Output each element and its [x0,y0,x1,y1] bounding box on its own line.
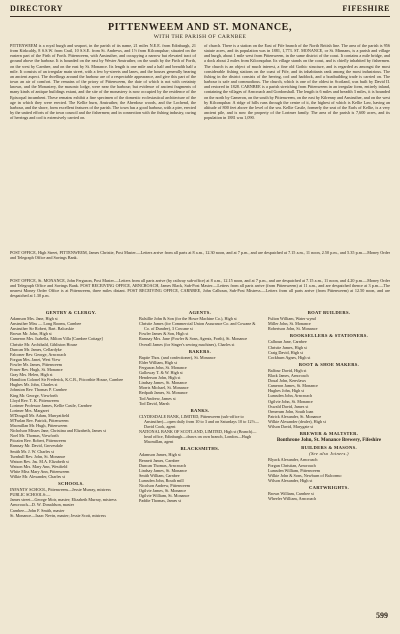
directory-entry: Anstruther Sir Robert, Bart. Balcaskie [10,326,74,332]
directory-entry: Craig David, High st [268,349,303,355]
directory-entry: Wheeler William, Arncroach [268,496,317,502]
directory-entry: Noel Mr. Thomas, Viewforth [10,433,59,439]
directory-entry: Adamson Mrs. Jane, High st [10,316,58,322]
directory-entry: Lumsden John, Routh mill [139,477,184,483]
section-heading: AGENTS. [188,310,212,315]
entry-list [268,339,390,359]
directory-entry: Overall James (for Singer's sewing machines), Charles st [139,341,235,347]
entry-list [139,355,261,406]
post-office-pittenweem: POST OFFICE, High Street, PITTENWEEM, James Christie, Post Master.—Letters arrive from all parts at 8 a.m., 12.30 noon, and at 7 p.m., and are despatched at 7.15 a.m., 11 noon, 2.50 p.m., and 5.35 p.m.—Money Order and Telegraph Office and Savings Bank. [10,250,390,261]
directory-entry: White Miss Mary Ann, Pittenweem [10,468,70,474]
directory-entry: Fraser Rev. Hugh, St. Monance [10,367,63,373]
directory-entry: Cameron James, St. Monance [268,383,318,389]
section-heading: BREWER & MALTSTER. [299,431,359,437]
directory-entry: Nicolson Andrew, Pittenweem [139,483,191,488]
directory-entry: Wilkie Alexander (dealer), High st [268,418,326,424]
directory-entry: Hamilton Colonel Sir Frederick, K.C.B., Pitcorthie House, Carnbee [10,377,124,383]
entry-list [10,487,132,518]
directory-entry: Christie James (for Commercial Union Assurance Co. and Cowane & Co. of Dundee), 3 Cowane st [139,321,256,332]
directory-entry: Cockburn Agnes, High st [268,354,311,360]
directory-entry: Ferguson John, St. Monance [139,364,187,370]
directory-entry: PUBLIC SCHOOLS:— [10,492,51,498]
directory-column-3 [268,308,390,501]
directory-entry: Forgan Mrs. Janet, West View [10,356,61,362]
directory-column-1 [10,308,132,518]
directory-entry: Galloway T. & W. High st [139,370,183,376]
entry-list [139,414,261,445]
directory-entry: Pitcairn Rev. Robert, Pittenweem [10,438,66,444]
directory-entry: Brown Mr. John, High st [10,331,52,337]
directory-entry: Hughes Mr. John, Charles st [10,382,58,388]
page-subtitle: WITH THE PARISH OF CARNBEE [153,34,247,40]
entry-list [268,368,390,429]
directory-entry: Fowler James & Son, High st [139,331,189,337]
page-title: PITTENWEEM AND ST. MONANCE, [107,22,293,33]
directory-entry: M'Farlan Rev. Patrick, Pittenweem [10,417,69,423]
directory-entry: Ramsay Mrs. Jane (Fowler & Sons, Agents, Forth), St. Monance [139,336,248,342]
section-heading: SCHOOLS. [58,481,84,487]
directory-entry: Calhoun Jane, Carnbee [268,339,307,345]
page-number: 599 [376,611,388,620]
directory-entry: Johnston Rev. Thomas P. Carnbee [10,387,67,393]
section-heading: GENTRY & CLERGY. [45,310,97,315]
directory-entry: Fulton William, Water wynd [268,316,316,322]
section-heading: BOAT BUILDERS. [307,310,351,315]
header-rule [10,16,390,17]
directory-entry: Ormerum John, South loan [268,408,314,414]
entry-list [139,452,261,503]
directory-entry: Smith William, Carnbee [139,472,180,478]
directory-entry: INFANTS' SCHOOL, Pittenweem—Jessie Murray, mistress [10,487,111,493]
section-note: (See also Joiners.) [309,451,349,457]
intro-right-column: of church. There is a station on the East of Fife branch of the North British line. The area of the parish is 956 statute acres, and its population was in 1881, 1,773. ST. MONANCE, or St. Minnans, is a parish and village and burgh, about 1 mile west from Pittenweem, in the same district of the coast. It contains a mile bridge, and a dock about 2 miles from Kilconquhar. Its village stands on the coast, and is chiefly inhabited by fishermen. The church is an object of much interest, a fine old Gothic structure, and is regarded as amongst the most considerable fishing stations on the coast of Fife, and its inhabitants rank among the most industrious. The fishing in the district consists of the herring, cod and haddock, and a boatbuilding trade is carried on. The harbour is safe and commodious. The church, which is one of the oldest in Scotland, was built by David II. and restored in 1828. CARNBEE is a parish stretching from Pittenweem in an irregular form, entirely inland, containing the villages of Arncroach and Gordonshall. The length is 6 miles and breadth 3 miles, it is bounded on the north by Cameron, on the south by Pittenweem, on the east by Kilrenny and Anstruther, and on the west by Kilconquhar. A ridge of hills runs through the centre of it, the highest of which is Kellie Law, having an altitude of 800 feet above the level of the sea. Kellie Castle, formerly the seat of the Earls of Kellie, is a very ancient pile, and is now the property of the Lorimer family. The area of the parish is 7,600 acres, and its population in 1881 was 1,090. [204,43,390,121]
directory-entry: Falconer Rev. George, Arncroach [10,351,67,357]
directory-entry: Wilson Alexander, High st [268,477,313,483]
entry-list [268,316,390,331]
directory-entry: Robertson John, St. Monance [268,326,318,332]
directory-entry: Smith Mr. J. W. Charles st [10,448,54,454]
directory-entry: Bennett James, Carnbee [139,457,180,463]
directory-entry: Adamson James, High st [139,452,181,458]
directory-entry: Lumsden William, Pittenweem [268,467,320,473]
directory-entry: Ogilvie John, St. Monance [268,398,313,404]
directory-entry: NATIONAL BANK OF SCOTLAND, LIMITED, High st (Branch)—head office, Edinburgh—draws on own branch, London—Hugh Macmillan, agent [139,429,257,445]
directory-entry: Lindsay James, St. Monance [139,380,188,386]
directory-entry: Doual John, Kenvlaws [268,378,307,384]
directory-entry: Oswald David, James st [268,403,309,409]
directory-entry: Balsillie John & Son (for the Howe Machine Co.), High st [139,316,237,322]
directory-entry: Blyack Alexander, Arncroach [268,457,318,463]
intro-left-column: PITTENWEEM is a royal burgh and seaport, in the parish of its name, 21 miles N.E.E. from Edinburgh, 21 from Kirkcaldy, 8 S.S.W. from Crail, 10 S.S.E. from St. Andrews, and 1½ from Kilconquhar; situated on the eastern part of the Firth of Forth. Pittenweem, with Anstruther, and occupying a narrow but elevated tract of ground above the harbour. It is bounded on the east by Wester Anstruther, on the south by the Firth of Forth, on the west by Carnbee, and on the east by St. Monance. Its length is one mile and a half and breadth half a mile. It consists of an irregular main street, with a few by-streets and lanes, and the houses generally bearing an ancient aspect. The dwellings around the harbour are of a respectable appearance, and give this part of the town an air of comfort. The remains of the priory of Pittenweem, the date of which is not with certainty known, and the Monastery, the masonic lodge, were near the harbour; but evidence of ancient fragments of many kinds of antique buildings extant, and the site of the monastery is now occupied by the residence of the Episcopal incumbent. These remains exhibit a fine specimen of the domestic ecclesiastical architecture of the age in which they were erected. The Kellie burn, Anstruther, the Aberdour woods, and the Lochend, the harbour, and the shore, form excellent features of the parish. The town has a good harbour, with a pier, erected by the united efforts of the town council and the fishermen; and in connection with the fishing industry, curing of herrings and cod is extensively carried on. [10,43,196,121]
directory-entry: Wilkie Mr. Alexander, Charles st [10,474,66,479]
directory-entry: Ogilvie James, St. Monance [139,488,187,494]
running-header [10,4,390,16]
directory-entry: Redpath James, St. Monance [139,390,188,396]
trades-directory [10,308,390,608]
directory-entry: Christie James, High st [268,344,307,350]
directory-entry: Fowler Mr. James, Pittenweem [10,361,62,367]
directory-entry: M'Dougall Mr. Adam, Marryatfield [10,412,70,418]
section-heading: BOOT & SHOE MAKERS. [298,361,360,367]
header-left: DIRECTORY [10,4,63,13]
directory-entry: Forgan Christian, Arncroach [268,462,316,468]
section-heading: CARTWRIGHTS. [308,484,350,490]
directory-entry: Miller John, St. Monance [268,321,311,327]
section-heading: BANKS. [190,407,210,413]
directory-entry: Lumsden John, Arncroach [268,393,313,399]
directory-entry: Nicholson Misses Jane, Christina and Elizabeth, James st [10,428,106,434]
directory-entry: King Mr. George, Viewforth [10,392,58,398]
intro-text [10,43,390,248]
directory-entry: Tod Andrew, James st [139,395,176,401]
directory-entry: Wilson David, Marygate st [268,423,314,429]
directory-entry: Black James, Arncroach [268,373,309,379]
directory-entry: Duncan Thomas, Arncroach [139,462,187,468]
directory-entry: Baptie Thos. (and confectioner), St. Monance [139,354,216,360]
directory-entry: CLYDESDALE BANK, LIMITED, Pittenweem (sub-office to Anstruther)—open daily from 10 to 3 and on Saturdays 10 to 12½—David Cook, agent [139,413,259,429]
section-heading: BUILDERS & MASONS. [301,445,357,451]
directory-entry: Ramsay Mr. David, Grovesdale [10,443,63,449]
directory-entry: Lorimer Mrs. Margaret [10,407,49,413]
directory-entry: Ogilvie William, St. Monance [139,493,190,499]
directory-entry: Brown William, Carnbee st [268,491,314,496]
directory-entry: Hughes John, High st [268,388,305,394]
directory-entry: Gray Mrs. Helen, High st [10,372,53,378]
directory-entry: Patrick Alexander, St. Monance [268,413,322,419]
brewer-entry: Bonthrone John, St. Monance Brewery, Fifeshire [276,438,382,444]
directory-column-2 [139,308,261,503]
directory-entry: Paddie Thomas, James st [139,498,182,504]
section-heading: BOOKSELLERS & STATIONERS. [289,333,369,339]
directory-entry: Cameron Mrs. Isabella, Milton Villa [Carnbee Cottage] [10,336,103,342]
directory-entry: James street—George Moir, master; Elizabeth Murray, mistress [10,497,117,503]
directory-entry: Lorimer Professor James, Kellie Castle, Carnbee [10,402,92,408]
directory-entry: Lloyd Rev. T. K. Pittenweem [10,397,59,403]
directory-entry: Arncroach—D. W. Donaldson, master [10,502,74,508]
directory-entry: St. Monance—Isaac Nevin, master; Jessie Scott, mistress [10,512,106,518]
entry-list [10,316,132,479]
section-heading: BAKERS. [188,348,212,354]
entry-list [268,457,390,482]
directory-entry: Wilkie John & Sons, Newburn of Balcormo [268,472,342,478]
directory-entry: Balfour David, High st [268,367,307,373]
entry-list [139,316,261,347]
directory-entry: Watson Mrs. Mary Ann, Westfield [10,463,68,469]
directory-entry: Carnbee—John F. Smith, master [10,507,65,513]
directory-entry: Elder William, High st [139,359,177,365]
directory-entry: Tod David, Marsh [139,400,170,406]
directory-entry: Duncan Mr. James, Cellardyke [10,346,62,352]
directory-entry: Watson Rev. Jas. M.A. Elizabeth st [10,458,69,464]
directory-entry: Anstruther Miss — Long Rooms, Carnbee [10,321,82,327]
directory-entry: Morris Michael, St. Monance [139,385,189,391]
directory-entry: Lindsay James, St. Monance [139,467,188,473]
header-right: FIFESHIRE [342,4,390,13]
directory-entry: Christie Mr. Archibald, Gibliston House [10,341,78,347]
directory-entry: Turnbull Rev. John, St. Monance [10,453,66,459]
section-heading: BLACKSMITHS. [180,446,220,452]
directory-entry: Macmillan Mr. Hugh, Pittenweem [10,423,68,429]
directory-entry: Henderson John, High st [139,375,181,381]
entry-list [268,491,390,501]
post-office-st-monance: POST OFFICE, St. MONANCE, John Ferguson, Post Master.—Letters from all parts arrive (by railway sub-office) at 8 a.m., 12.15 noon, and at 7 p.m., and are despatched at 7.15 a.m., 11 noon, and 4.20 p.m.—Money Order and Telegraph Office and Savings Bank. POST RECEIVING OFFICE, ARNCROACH, James Black, Sub-Post Master.—Letters from all parts arrive (from Pittenweem) at 11 a.m., and are despatched thence at 3 p.m.—The nearest Money Order Office is at Pittenweem, three miles distant. POST RECEIVING OFFICE, CARNBEE, John Calhoun, Sub-Post Mistress.—Letters from all parts arrive (from Pittenweem) at 12.50 noon, and are despatched at 1.30 p.m. [10,278,390,299]
